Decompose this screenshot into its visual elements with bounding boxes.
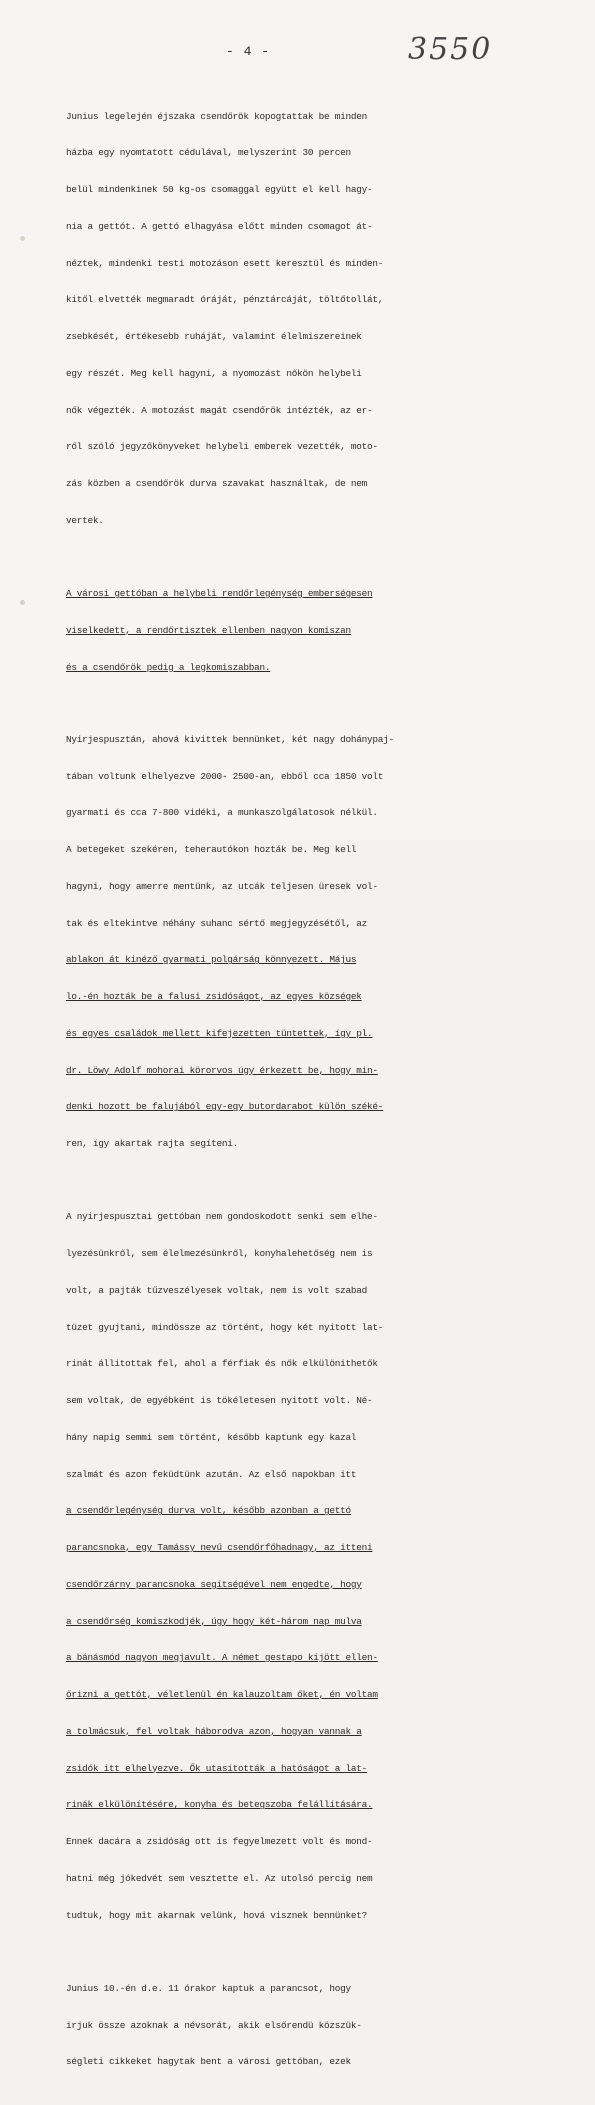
text-line-underlined: és egyes családok mellett kifejezetten tüntettek, így pl. xyxy=(66,1027,373,1039)
text-line-underlined: lo.-én hozták be a falusi zsidóságot, az egyes községek xyxy=(66,991,362,1002)
text-line: sem voltak, de egyébként is tökéletesen nyitott volt. Né- xyxy=(66,1395,373,1406)
text-line-underlined: a tolmácsuk, fel voltak háborodva azon, hogyan vannak a xyxy=(66,1725,362,1737)
text-line: volt, a pajták tűzveszélyesek voltak, nem is volt szabad xyxy=(66,1284,368,1296)
text-line-underlined: a csendőrség komiszkodjék, úgy hogy két-három nap mulva xyxy=(66,1615,362,1627)
text-line: lyezésünkről, sem élelmezésünkről, konyhalehetőség nem is xyxy=(66,1248,373,1259)
text-line: hatni még jókedvét sem vesztette el. Az utolsó percig nem xyxy=(66,1872,373,1884)
punch-hole-mark xyxy=(20,600,25,605)
text-line: szalmát és azon feküdtünk azután. Az első napokban itt xyxy=(66,1468,357,1480)
punch-hole-mark xyxy=(20,236,25,241)
paragraph-nyirjespuszta-arrival xyxy=(66,709,546,1175)
text-line: nia a gettót. A gettó elhagyása előtt minden csomagot át- xyxy=(66,220,373,232)
handwritten-archive-number: 3550 xyxy=(408,32,493,67)
text-line: tudtuk, hogy mit akarnak velünk, hová visznek bennünket? xyxy=(66,1909,368,1921)
text-line: zás közben a csendőrök durva szavakat használtak, de nem xyxy=(66,478,368,489)
text-line-underlined: A városi gettóban a helybeli rendőrlegénység emberségesen xyxy=(66,588,373,599)
text-line: kitől elvették megmaradt óráját, pénztárcáját, töltőtollát, xyxy=(66,294,384,306)
text-line: tak és eltekintve néhány suhanc sértő megjegyzésétől, az xyxy=(66,917,368,929)
text-line: hány napig semmi sem történt, később kaptunk egy kazal xyxy=(66,1431,357,1443)
paragraph-ghetto-departure xyxy=(66,86,546,552)
text-line: nők végezték. A motozást magát csendőrök intézték, az er- xyxy=(66,404,373,416)
text-line-underlined: csendőrzárny parancsnoka segítségével nem engedte, hogy xyxy=(66,1578,362,1590)
text-line: Junius legelején éjszaka csendőrök kopogtattak be minden xyxy=(66,110,368,122)
text-line-underlined: ablakon át kinéző gyarmati polgárság könnyezett. Május xyxy=(66,954,357,966)
text-line: irjuk össze azoknak a névsorát, akik elsőrendü közszük- xyxy=(66,2019,362,2031)
text-line: belül mindenkinek 50 kg-os csomaggal együtt el kell hagy- xyxy=(66,184,373,195)
paragraph-city-ghetto-police xyxy=(66,564,546,699)
text-line-underlined: és a csendőrök pedig a legkomiszabban. xyxy=(66,661,271,673)
typewritten-body xyxy=(66,86,546,2105)
text-line-underlined: a csendőrlegénység durva volt, később azonban a gettó xyxy=(66,1505,351,1517)
text-line: ségleti cikkeket hagytak bent a városi gettóban, ezek xyxy=(66,2056,351,2068)
text-line: Junius 10.-én d.e. 11 órakor kaptuk a parancsot, hogy xyxy=(66,1982,351,1994)
text-line-underlined: viselkedett, a rendőrtisztek ellenben nagyon komiszan xyxy=(66,624,351,636)
text-line: házba egy nyomtatott cédulával, melyszerint 30 percen xyxy=(66,147,351,159)
text-line: tüzet gyujtani, mindössze az történt, hogy két nyitott lat- xyxy=(66,1321,384,1333)
paragraph-nyirjespuszta-conditions xyxy=(66,1187,546,1947)
text-line-underlined: parancsnoka, egy Tamássy nevű csendőrfőhadnagy, az itteni xyxy=(66,1542,373,1553)
text-line: gyarmati és cca 7-800 vidéki, a munkaszolgálatosok nélkül. xyxy=(66,807,378,819)
text-line-underlined: rinák elkülönítésére, konyha és betegszoba felállítására. xyxy=(66,1799,373,1811)
text-line: tában voltunk elhelyezve 2000- 2500-an, ebből cca 1850 volt xyxy=(66,770,384,782)
text-line-underlined: dr. Löwy Adolf mohorai körorvos úgy érkezett be, hogy min- xyxy=(66,1064,378,1076)
text-line: A betegeket szekéren, teherautókon hozták be. Meg kell xyxy=(66,844,357,855)
text-line: ren, így akartak rajta segíteni. xyxy=(66,1138,239,1149)
text-line-underlined: őrizni a gettót, véletlenül én kalauzoltam őket, én voltam xyxy=(66,1689,378,1700)
text-line-underlined: denki hozott be falujából egy-egy butordarabot külön széké- xyxy=(66,1101,384,1113)
text-line: ről szóló jegyzőkönyveket helybeli emberek vezették, moto- xyxy=(66,441,378,453)
text-line: hagyni, hogy amerre mentünk, az utcák teljesen üresek vol- xyxy=(66,880,378,892)
text-line: vertek. xyxy=(66,514,104,526)
page-number: - 4 - xyxy=(226,44,271,59)
text-line: Ennek dacára a zsidóság ott is fegyelmezett volt és mond- xyxy=(66,1836,373,1847)
text-line-underlined: zsidók itt elhelyezve. Ők utasították a hatóságot a lat- xyxy=(66,1762,368,1774)
text-line: A nyirjespusztai gettóban nem gondoskodott senki sem elhe- xyxy=(66,1211,378,1223)
text-line: néztek, mindenki testi motozáson esett keresztül és minden- xyxy=(66,257,384,269)
text-line: egy részét. Meg kell hagyni, a nyomozást nőkön helybeli xyxy=(66,367,362,379)
paragraph-june-10-order xyxy=(66,1958,546,2093)
text-line: rinát állitottak fel, ahol a férfiak és nők elkülönithetők xyxy=(66,1358,378,1370)
text-line-underlined: a bánásmód nagyon megjavult. A német gestapo kijött ellen- xyxy=(66,1652,378,1664)
text-line: Nyirjespusztán, ahová kivittek bennünket, két nagy dohánypaj- xyxy=(66,733,394,745)
text-line: zsebkését, értékesebb ruháját, valamint élelmiszereinek xyxy=(66,331,362,342)
